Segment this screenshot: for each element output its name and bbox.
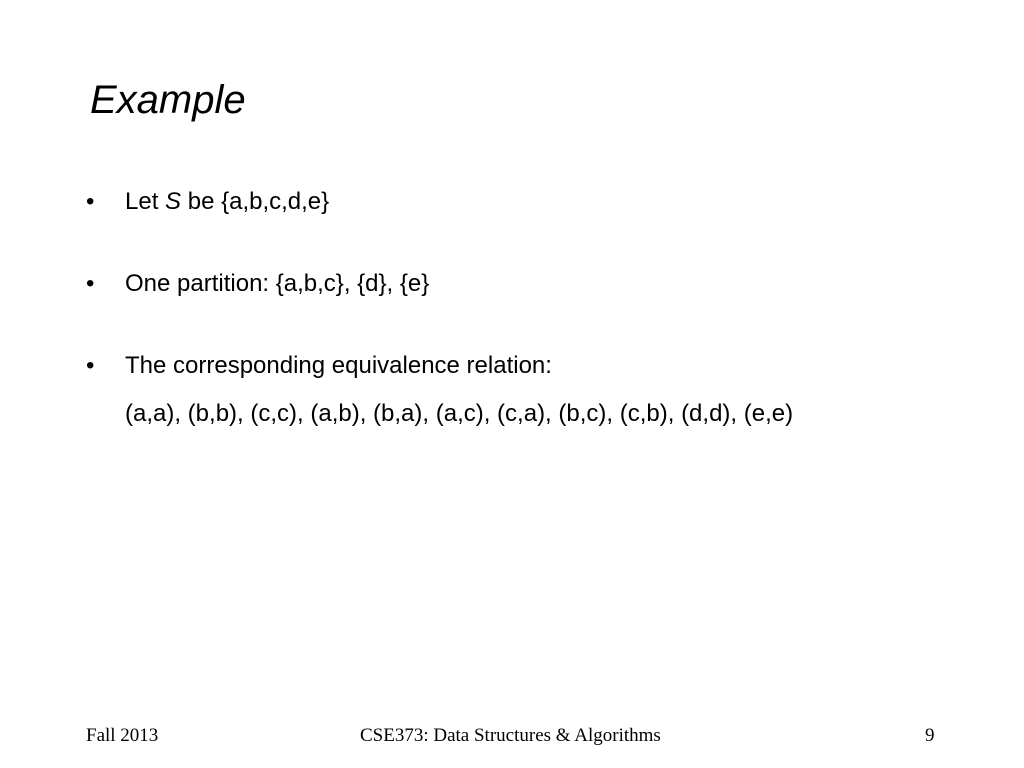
bullet-continuation: (a,a), (b,b), (c,c), (a,b), (b,a), (a,c), (c,a), (b,c), (c,b), (d,d), (e,e) <box>125 400 794 427</box>
footer-slide-number: 9 <box>925 725 935 746</box>
bullet-marker: • <box>86 188 95 215</box>
bullet-text-suffix: be {a,b,c,d,e} <box>181 188 330 215</box>
bullet-marker: • <box>86 352 95 379</box>
slide-title: Example <box>90 78 246 122</box>
bullet-text: One partition: {a,b,c}, {d}, {e} <box>125 270 430 297</box>
bullet-text: The corresponding equivalence relation: <box>125 352 552 379</box>
bullet-marker: • <box>86 270 95 297</box>
set-variable: S <box>165 188 182 215</box>
footer-course-title: CSE373: Data Structures & Algorithms <box>360 725 661 746</box>
bullet-text <box>125 187 329 217</box>
footer-date: Fall 2013 <box>86 725 159 746</box>
bullet-text-prefix: Let <box>125 188 166 215</box>
